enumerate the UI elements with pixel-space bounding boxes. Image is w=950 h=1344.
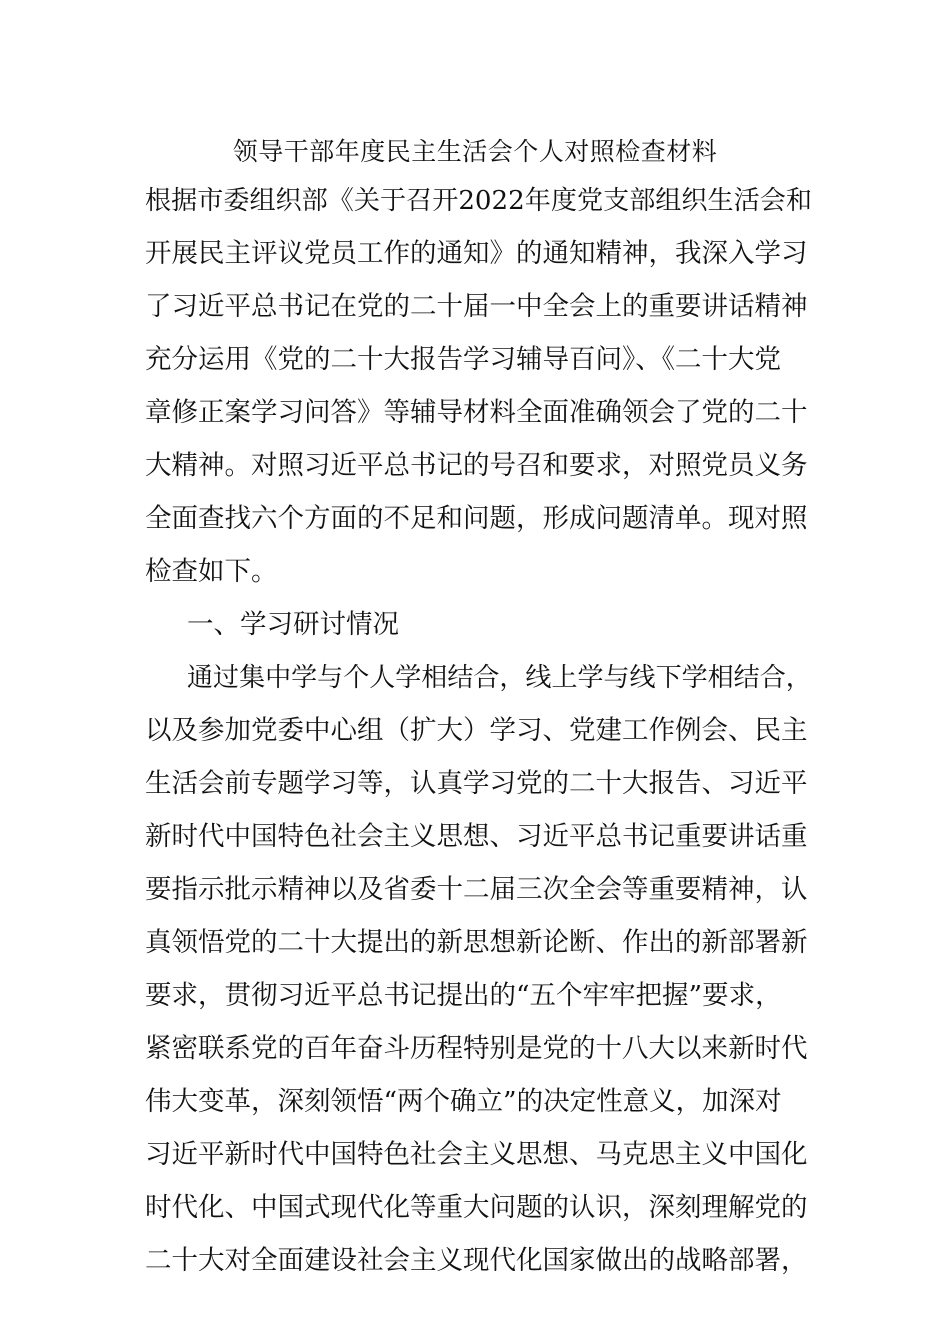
body-line: 生活会前专题学习等，认真学习党的二十大报告、习近平 (145, 768, 808, 799)
intro-line: 全面查找六个方面的不足和问题，形成问题清单。现对照 (145, 503, 808, 534)
body-line: 真领悟党的二十大提出的新思想新论断、作出的新部署新 (145, 927, 808, 958)
body-line: 二十大对全面建设社会主义现代化国家做出的战略部署， (145, 1245, 808, 1276)
body-line: 习近平新时代中国特色社会主义思想、马克思主义中国化 (145, 1139, 808, 1170)
intro-line: 充分运用《党的二十大报告学习辅导百问》、《二十大党 (145, 344, 781, 375)
body-line: 通过集中学与个人学相结合，线上学与线下学相结合， (187, 663, 812, 693)
intro-line: 大精神。对照习近平总书记的号召和要求，对照党员义务 (145, 450, 808, 481)
intro-line: 检查如下。 (145, 556, 278, 587)
intro-line: 了习近平总书记在党的二十届一中全会上的重要讲话精神 (145, 291, 808, 322)
body-line: 紧密联系党的百年奋斗历程特别是党的十八大以来新时代 (145, 1033, 808, 1064)
intro-line: 章修正案学习问答》等辅导材料全面准确领会了党的二十 (145, 397, 808, 428)
body-line: 要求，贯彻习近平总书记提出的“五个牢牢把握”要求， (145, 980, 782, 1011)
body-line: 要指示批示精神以及省委十二届三次全会等重要精神，认 (145, 874, 808, 905)
body-line: 时代化、中国式现代化等重大问题的认识，深刻理解党的 (145, 1192, 808, 1223)
body-line: 新时代中国特色社会主义思想、习近平总书记重要讲话重 (145, 821, 808, 852)
body-line: 以及参加党委中心组（扩大）学习、党建工作例会、民主 (145, 715, 808, 746)
document-title: 领导干部年度民主生活会个人对照检查材料 (232, 137, 718, 166)
intro-line: 根据市委组织部《关于召开2022年度党支部组织生活会和 (145, 186, 812, 216)
section-heading: 一、学习研讨情况 (187, 609, 399, 640)
intro-line: 开展民主评议党员工作的通知》的通知精神，我深入学习 (145, 238, 808, 269)
body-line: 伟大变革，深刻领悟“两个确立”的决定性意义，加深对 (145, 1086, 782, 1117)
